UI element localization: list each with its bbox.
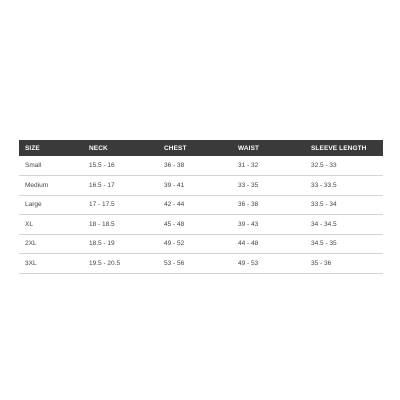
cell-chest: 39 - 41 (164, 181, 185, 189)
cell-size: Large (25, 201, 42, 209)
cell-neck: 15.5 - 16 (89, 162, 115, 169)
cell-neck: 16.5 - 17 (89, 181, 115, 189)
table-row (19, 176, 383, 196)
cell-chest: 49 - 52 (164, 240, 185, 248)
cell-size: 3XL (25, 259, 37, 267)
cell-neck: 17 - 17.5 (89, 201, 115, 209)
cell-size: Small (25, 162, 42, 169)
table-row (19, 195, 383, 215)
table-row (19, 156, 383, 176)
cell-chest: 45 - 48 (164, 220, 185, 228)
table-body (19, 156, 383, 273)
header-sleeve-length: SLEEVE LENGTH (311, 144, 367, 152)
cell-waist: 39 - 43 (238, 220, 259, 228)
cell-neck: 18.5 - 19 (89, 240, 115, 248)
table-row (19, 234, 383, 254)
cell-sleeve-length: 34 - 34.5 (311, 220, 337, 228)
table-row (19, 254, 383, 274)
size-chart-table (19, 140, 383, 274)
cell-size: XL (25, 220, 33, 228)
cell-waist: 49 - 53 (238, 259, 259, 267)
header-row (19, 140, 383, 156)
cell-sleeve-length: 33 - 33.5 (311, 181, 337, 189)
cell-waist: 36 - 38 (238, 201, 259, 209)
cell-chest: 36 - 38 (164, 162, 185, 169)
cell-size: Medium (25, 181, 49, 189)
cell-sleeve-length: 35 - 36 (311, 259, 332, 267)
header-waist: WAIST (238, 144, 260, 152)
cell-chest: 42 - 44 (164, 201, 185, 209)
cell-waist: 31 - 32 (238, 162, 259, 169)
header-chest: CHEST (164, 144, 187, 152)
cell-sleeve-length: 34.5 - 35 (311, 240, 337, 248)
cell-size: 2XL (25, 240, 37, 248)
cell-sleeve-length: 33.5 - 34 (311, 201, 337, 209)
header-size: SIZE (25, 144, 40, 152)
cell-chest: 53 - 56 (164, 259, 185, 267)
table-row (19, 215, 383, 235)
cell-neck: 19.5 - 20.5 (89, 259, 121, 267)
table-header (19, 140, 383, 156)
cell-sleeve-length: 32.5 - 33 (311, 162, 337, 169)
cell-waist: 33 - 35 (238, 181, 259, 189)
cell-waist: 44 - 48 (238, 240, 259, 248)
cell-neck: 18 - 18.5 (89, 220, 115, 228)
header-neck: NECK (89, 144, 108, 152)
